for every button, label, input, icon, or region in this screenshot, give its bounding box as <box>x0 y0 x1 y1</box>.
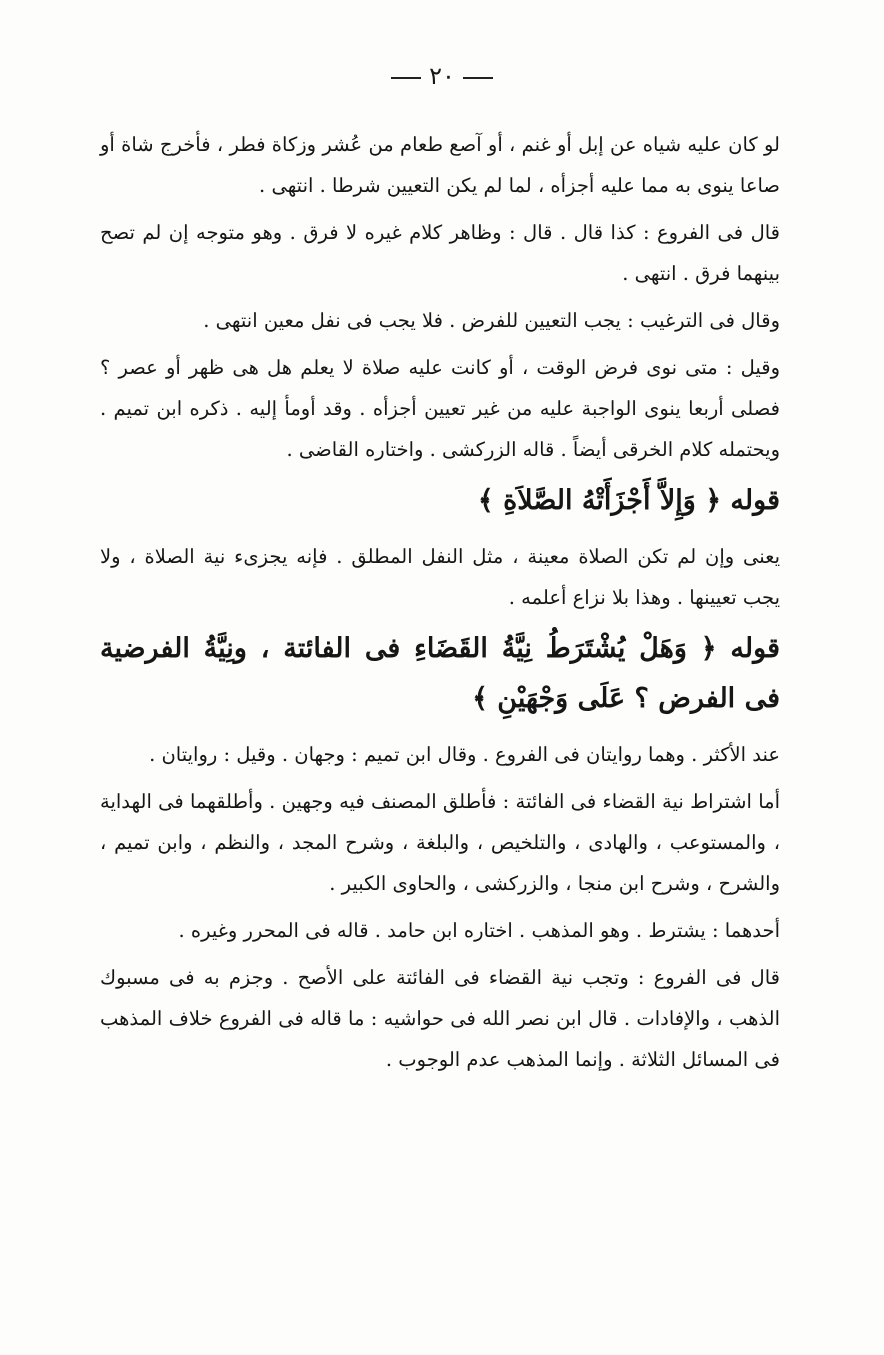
paragraph: وقيل : متى نوى فرض الوقت ، أو كانت عليه صلاة لا يعلم هل هى ظهر أو عصر ؟ فصلى أربعا ينوى الواجبة عليه من غير تعيين أجزأه . وقد أومأ إليه . ذكره ابن تميم . ويحتمله كلام الخرقى أيضاً . قاله الزركشى . واختاره القاضى . <box>100 356 780 461</box>
paragraph: عند الأكثر . وهما روايتان فى الفروع . وقال ابن تميم : وجهان . وقيل : روايتان . <box>149 743 780 766</box>
section-heading: قوله ﴿ وَإِلاَّ أَجْزَأَتْهُ الصَّلاَةِ ﴾ <box>477 485 780 516</box>
section-heading: قوله ﴿ وَهَلْ يُشْتَرَطُ نِيَّةُ القَضَاءِ فى الفائتة ، ونِيَّةُ الفرضية فى الفرض ؟ عَلَى وَجْهَيْنِ ﴾ <box>100 633 780 714</box>
page-body <box>100 124 780 1086</box>
header-dash-left <box>391 77 421 79</box>
paragraph: قال فى الفروع : كذا قال . قال : وظاهر كلام غيره لا فرق . وهو متوجه إن لم تصح بينهما فرق . انتهى . <box>100 221 780 285</box>
page-number: ٢٠ <box>429 62 455 90</box>
paragraph: لو كان عليه شياه عن إبل أو غنم ، أو آصع طعام من عُشر وزكاة فطر ، فأخرج شاة أو صاعا ينوى به مما عليه أجزأه ، لما لم يكن التعيين شرطا . انتهى . <box>100 133 780 197</box>
paragraph: أما اشتراط نية القضاء فى الفائتة : فأطلق المصنف فيه وجهين . وأطلقهما فى الهداية ، والمستوعب ، والهادى ، والتلخيص ، والبلغة ، وشرح المجد ، والنظم ، وابن تميم ، والشرح ، وشرح ابن منجا ، والزركشى ، والحاوى الكبير . <box>100 790 780 895</box>
paragraph: أحدهما : يشترط . وهو المذهب . اختاره ابن حامد . قاله فى المحرر وغيره . <box>178 919 780 942</box>
paragraph: قال فى الفروع : وتجب نية القضاء فى الفائتة على الأصح . وجزم به فى مسبوك الذهب ، والإفادات . قال ابن نصر الله فى حواشيه : ما قاله فى الفروع خلاف المذهب فى المسائل الثلاثة . وإنما المذهب عدم الوجوب . <box>100 966 780 1071</box>
page-header <box>0 62 884 90</box>
paragraph: يعنى وإن لم تكن الصلاة معينة ، مثل النفل المطلق . فإنه يجزىء نية الصلاة ، ولا يجب تعيينها . وهذا بلا نزاع أعلمه . <box>100 545 780 609</box>
paragraph: وقال فى الترغيب : يجب التعيين للفرض . فلا يجب فى نفل معين انتهى . <box>203 309 780 332</box>
header-dash-right <box>463 77 493 79</box>
